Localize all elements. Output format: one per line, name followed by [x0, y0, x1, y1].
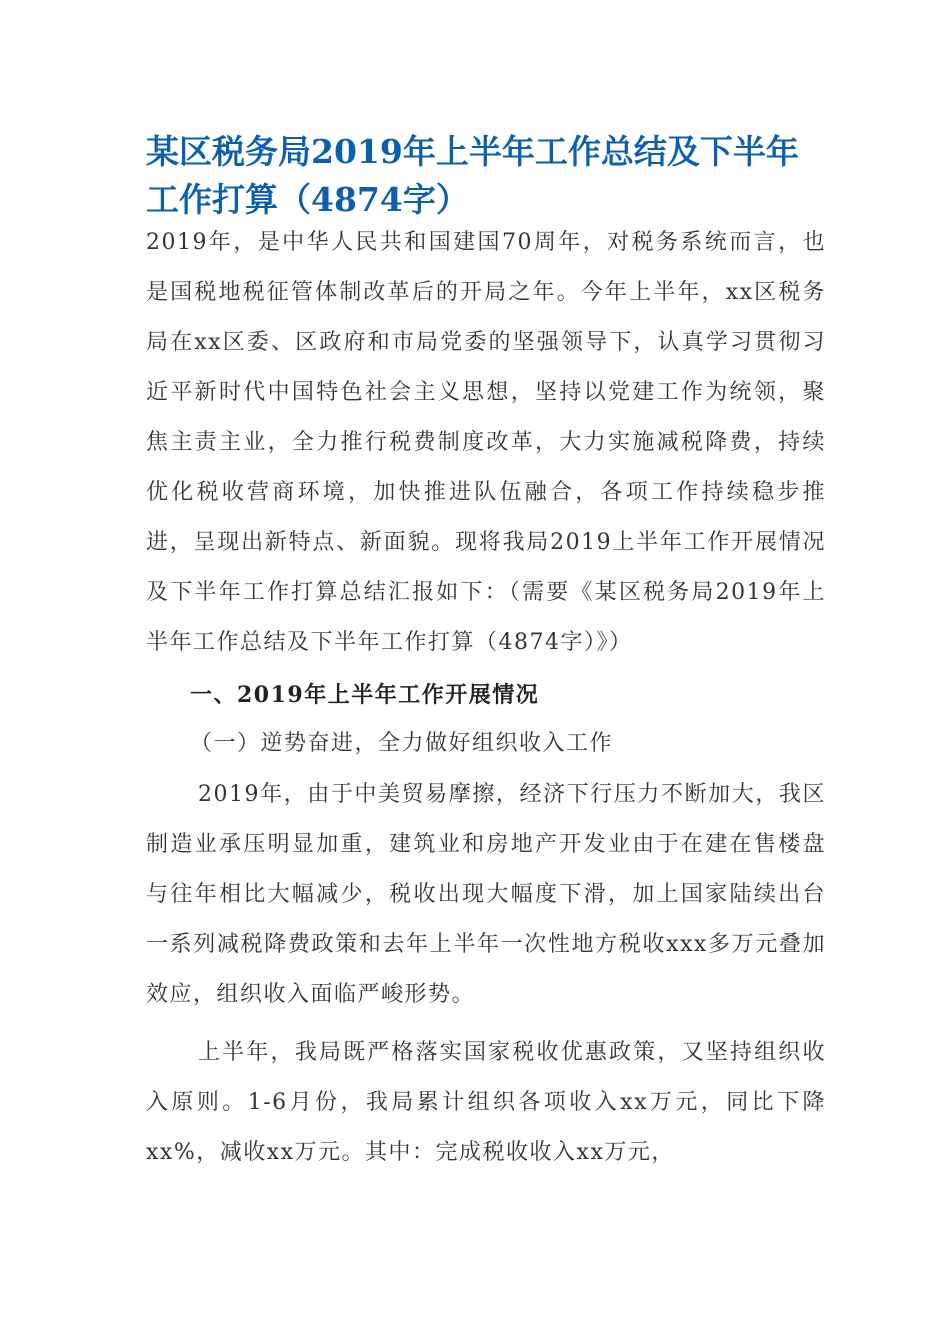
document-body	[146, 218, 826, 1178]
body-paragraph-2: 上半年，我局既严格落实国家税收优惠政策，又坚持组织收入原则。1-6月份，我局累计组织各项收入xx万元，同比下降xx%，减收xx万元。其中：完成税收收入xx万元，	[146, 1040, 826, 1165]
document-title: 某区税务局2019年上半年工作总结及下半年工作打算（4874字）	[146, 132, 799, 219]
body-paragraph-1: 2019年，由于中美贸易摩擦，经济下行压力不断加大，我区制造业承压明显加重，建筑业和房地产开发业由于在建在售楼盘与往年相比大幅减少，税收出现大幅度下滑，加上国家陆续出台一系列减税降费政策和去年上半年一次性地方税收xxx多万元叠加效应，组织收入面临严峻形势。	[146, 782, 826, 1007]
section-heading: 一、2019年上半年工作开展情况	[190, 682, 540, 708]
subsection-heading: （一）逆势奋进，全力做好组织收入工作	[190, 731, 614, 756]
intro-paragraph: 2019年，是中华人民共和国建国70周年，对税务系统而言，也是国税地税征管体制改革后的开局之年。今年上半年，xx区税务局在xx区委、区政府和市局党委的坚强领导下，认真学习贯彻习近平新时代中国特色社会主义思想，坚持以党建工作为统领，聚焦主责主业，全力推行税费制度改革，大力实施减税降费，持续优化税收营商环境，加快推进队伍融合，各项工作持续稳步推进，呈现出新特点、新面貌。现将我局2019上半年工作开展情况及下半年工作打算总结汇报如下：（需要《某区税务局2019年上半年工作总结及下半年工作打算（4874字）》）	[146, 230, 826, 655]
